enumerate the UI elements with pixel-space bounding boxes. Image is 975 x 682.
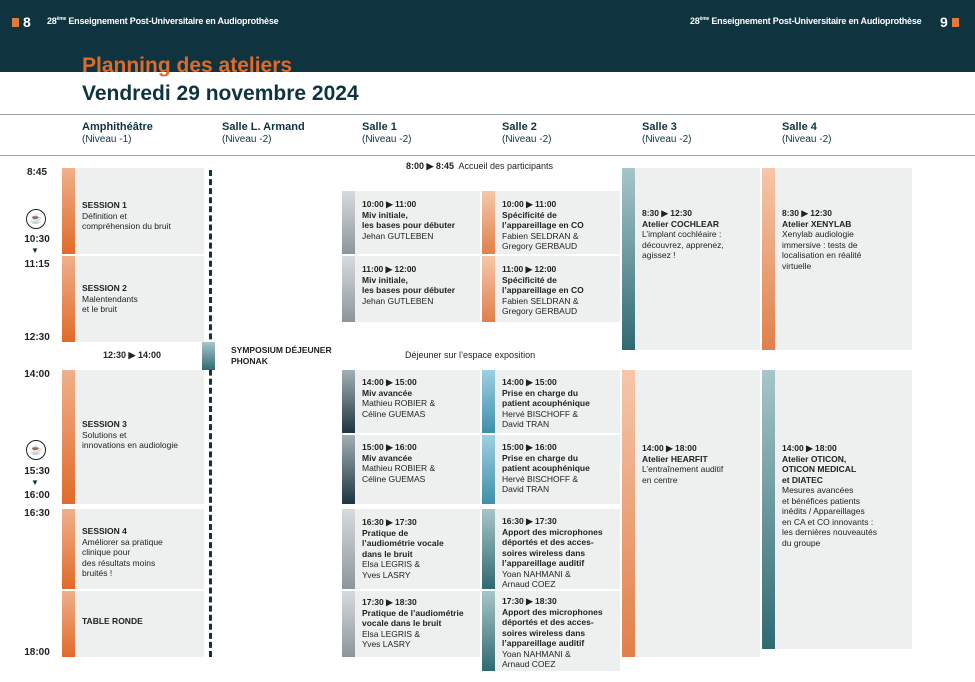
lunch-time: 12:30 ▶ 14:00 (103, 350, 161, 360)
column-header-amphi: Amphithéâtre (Niveau -1) (82, 121, 153, 145)
time-label: 16:30 (24, 508, 50, 519)
right-page-number: 9 (940, 14, 963, 30)
salle1-session: 17:30 ▶ 18:30 Pratique de l’audiométrie vocale dans le bruit Elsa LEGRIS & Yves LASRY (342, 591, 480, 657)
salle4-workshop: 8:30 ▶ 12:30 Atelier XENYLAB Xenylab audiologie immersive : tests de localisation en réalité virtuelle (762, 168, 912, 350)
arrow-down-icon: ▼ (31, 246, 39, 255)
left-page-number: 8 (8, 14, 31, 30)
column-header-armand: Salle L. Armand (Niveau -2) (222, 121, 305, 145)
salle1-session: 10:00 ▶ 11:00 Miv initiale, les bases pour débuter Jehan GUTLEBEN (342, 191, 480, 254)
coffee-cup-icon: ☕ (26, 440, 46, 460)
amphi-session-3: SESSION 3 Solutions et innovations en audiologie (62, 370, 204, 504)
arrow-down-icon: ▼ (31, 478, 39, 487)
salle1-session: 11:00 ▶ 12:00 Miv initiale, les bases pour débuter Jehan GUTLEBEN (342, 256, 480, 322)
coffee-cup-icon: ☕ (26, 209, 46, 229)
salle2-session: 14:00 ▶ 15:00 Prise en charge du patient acouphénique Hervé BISCHOFF & David TRAN (482, 370, 620, 433)
salle1-session: 14:00 ▶ 15:00 Miv avancée Mathieu ROBIER & Céline GUEMAS (342, 370, 480, 433)
salle2-session: 16:30 ▶ 17:30 Apport des microphones déportés et des acces- soires wireless dans l’appareillage auditif Yoan NAHMANI & Arnaud COEZ (482, 509, 620, 589)
right-event-title: 28ème Enseignement Post-Universitaire en Audioprothèse (690, 16, 922, 26)
salle4-workshop: 14:00 ▶ 18:00 Atelier OTICON, OTICON MEDICAL et DIATEC Mesures avancées et bénéfices patients inédits / Appareillages en CA et CO innovants : les dernières nouveautés du groupe (762, 370, 912, 649)
salle3-workshop: 8:30 ▶ 12:30 Atelier COCHLEAR L’implant cochléaire : découvrez, apprenez, agissez ! (622, 168, 760, 350)
time-label: 16:00 (24, 490, 50, 501)
salle1-session: 16:30 ▶ 17:30 Pratique de l’audiométrie vocale dans le bruit Elsa LEGRIS & Yves LASRY (342, 509, 480, 589)
column-header-salle3: Salle 3 (Niveau -2) (642, 121, 692, 145)
salle1-session: 15:00 ▶ 16:00 Miv avancée Mathieu ROBIER & Céline GUEMAS (342, 435, 480, 504)
salle2-session: 11:00 ▶ 12:00 Spécificité de l’appareillage en CO Fabien SELDRAN & Gregory GERBAUD (482, 256, 620, 322)
orange-marker-icon (12, 18, 19, 27)
time-label: 8:45 (26, 167, 47, 178)
time-label: 18:00 (24, 647, 50, 658)
salle2-session: 15:00 ▶ 16:00 Prise en charge du patient acouphénique Hervé BISCHOFF & David TRAN (482, 435, 620, 504)
time-label: 15:30 (24, 466, 50, 477)
lunch-label: Déjeuner sur l’espace exposition (405, 350, 536, 360)
time-label: 10:30 (24, 234, 50, 245)
time-label: 14:00 (24, 369, 50, 380)
left-event-title: 28ème Enseignement Post-Universitaire en Audioprothèse (47, 16, 279, 26)
column-header-salle2: Salle 2 (Niveau -2) (502, 121, 552, 145)
salle2-session: 10:00 ▶ 11:00 Spécificité de l’appareillage en CO Fabien SELDRAN & Gregory GERBAUD (482, 191, 620, 254)
divider (0, 155, 975, 156)
page-date: Vendredi 29 novembre 2024 (82, 82, 359, 105)
dashed-separator (209, 170, 212, 657)
page-title: Planning des ateliers (82, 54, 293, 77)
time-label: 11:15 (24, 259, 50, 270)
column-header-salle4: Salle 4 (Niveau -2) (782, 121, 832, 145)
amphi-session-4: SESSION 4 Améliorer sa pratique clinique pour des résultats moins bruités ! (62, 509, 204, 589)
amphi-session-1: SESSION 1 Définition et compréhension du bruit (62, 168, 204, 254)
symposium-box: SYMPOSIUM DÉJEUNER PHONAK (202, 342, 352, 370)
amphi-session-2: SESSION 2 Malentendants et le bruit (62, 256, 204, 342)
salle3-workshop: 14:00 ▶ 18:00 Atelier HEARFIT L’entraînement auditif en centre (622, 370, 760, 657)
divider (0, 114, 975, 115)
orange-marker-icon (952, 18, 959, 27)
welcome-row: 8:00 ▶ 8:45 Accueil des participants (406, 161, 554, 171)
time-label: 12:30 (24, 332, 50, 343)
salle2-session: 17:30 ▶ 18:30 Apport des microphones déportés et des acces- soires wireless dans l’appareillage auditif Yoan NAHMANI & Arnaud COEZ (482, 591, 620, 671)
amphi-table-ronde: TABLE RONDE (62, 591, 204, 657)
column-header-salle1: Salle 1 (Niveau -2) (362, 121, 412, 145)
